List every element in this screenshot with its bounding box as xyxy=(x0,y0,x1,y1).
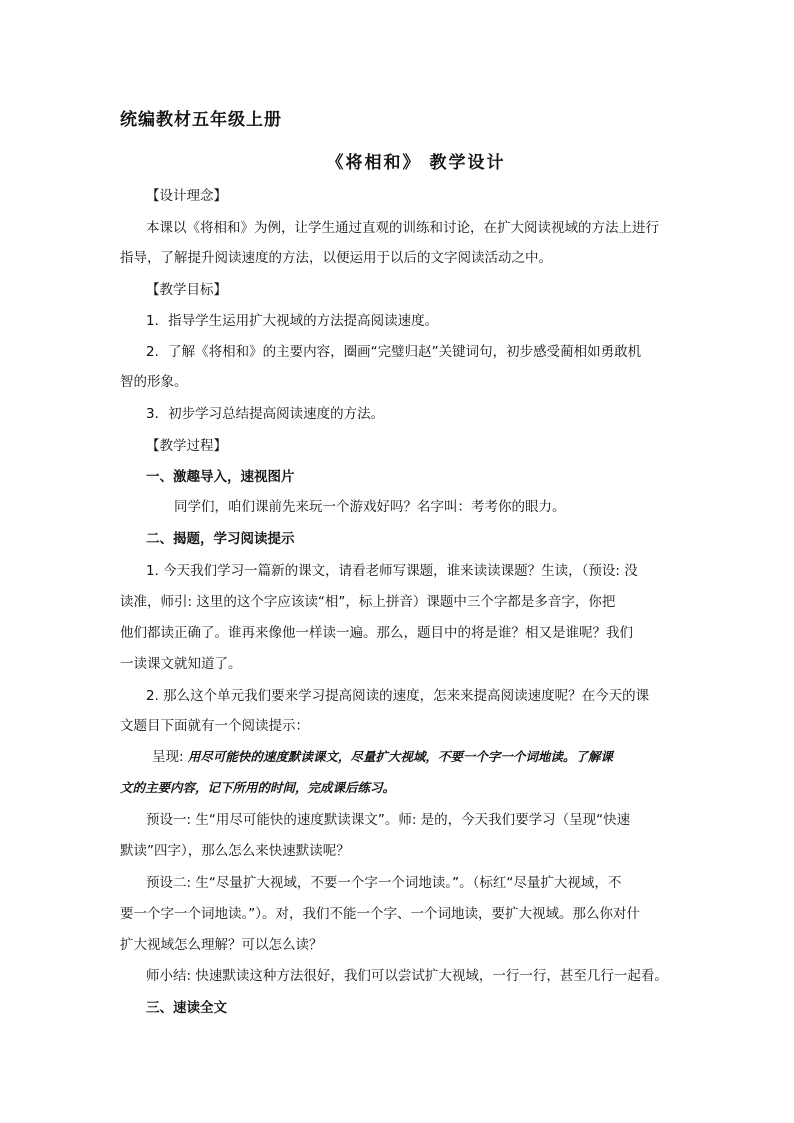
paragraph-line: 读准，师引: 这里的这个字应该读“相”，标上拼音）课题中三个字都是多音字，你把 xyxy=(120,594,616,610)
paragraph-line: 默读”四字），那么怎么来快速默读呢？ xyxy=(120,843,350,859)
step-heading-2: 二、揭题，学习阅读提示 xyxy=(146,531,295,547)
paragraph-line: 本课以《将相和》为例，让学生通过直观的训练和讨论，在扩大阅读视域的方法上进行 xyxy=(146,220,659,236)
goal-item-1: 1．指导学生运用扩大视域的方法提高阅读速度。 xyxy=(146,313,439,329)
section-heading-goals: 【教学目标】 xyxy=(146,282,227,298)
step-heading-3: 三、速读全文 xyxy=(146,1000,227,1016)
paragraph-line: 指导，了解提升阅读速度的方法，以便运用于以后的文字阅读活动之中。 xyxy=(120,250,552,266)
step-heading-1: 一、激趣导入，速视图片 xyxy=(146,469,295,485)
document-title: 《将相和》 教学设计 xyxy=(326,153,506,173)
reading-hint-text: 用尽可能快的速度默读课文，尽量扩大视域，不要一个字一个词地读。了解课 xyxy=(187,749,613,764)
teacher-summary: 师小结: 快速默读这种方法很好，我们可以尝试扩大视域，一行一行，甚至几行一起看。 xyxy=(146,968,668,984)
paragraph-line: 2. 那么这个单元我们要来学习提高阅读的速度，怎来来提高阅读速度呢？在今天的课 xyxy=(146,688,650,704)
textbook-label: 统编教材五年级上册 xyxy=(120,110,282,130)
paragraph-line: 1. 今天我们学习一篇新的课文，请看老师写课题，谁来读读课题？生读，（预设: 没 xyxy=(146,563,638,579)
goal-item-3: 3．初步学习总结提高阅读速度的方法。 xyxy=(146,406,385,422)
paragraph-line: 扩大视域怎么理解？可以怎么读？ xyxy=(120,937,323,953)
paragraph-line: 要一个字一个词地读。”）。对，我们不能一个字、一个词地读，要扩大视域。那么你对什 xyxy=(120,906,640,922)
paragraph-line: 文题目下面就有一个阅读提示： xyxy=(120,718,309,734)
paragraph-line: 预设二: 生“尽量扩大视域，不要一个字一个词地读。”。（标红“尽量扩大视域，不 xyxy=(146,875,622,891)
section-heading-process: 【教学过程】 xyxy=(146,438,227,454)
reading-hint-label: 呈现: xyxy=(152,749,184,765)
paragraph-line: 他们都读正确了。谁再来像他一样读一遍。那么，题目中的将是谁？相又是谁呢？我们 xyxy=(120,625,633,641)
goal-item-2-cont: 智的形象。 xyxy=(120,374,188,390)
paragraph-line: 同学们，咱们课前先来玩一个游戏好吗？名字叫：考考你的眼力。 xyxy=(174,499,566,515)
reading-hint xyxy=(152,747,682,767)
reading-hint-cont: 文的主要内容，记下所用的时间，完成课后练习。 xyxy=(120,780,396,795)
goal-item-2: 2．了解《将相和》的主要内容，圈画“完璧归赵”关键词句，初步感受蔺相如勇敢机 xyxy=(146,344,642,360)
paragraph-line: 一读课文就知道了。 xyxy=(120,656,242,672)
section-heading-design-concept: 【设计理念】 xyxy=(146,188,227,204)
paragraph-line: 预设一: 生“用尽可能快的速度默读课文”。师: 是的，今天我们要学习（呈现“快速 xyxy=(146,812,631,828)
